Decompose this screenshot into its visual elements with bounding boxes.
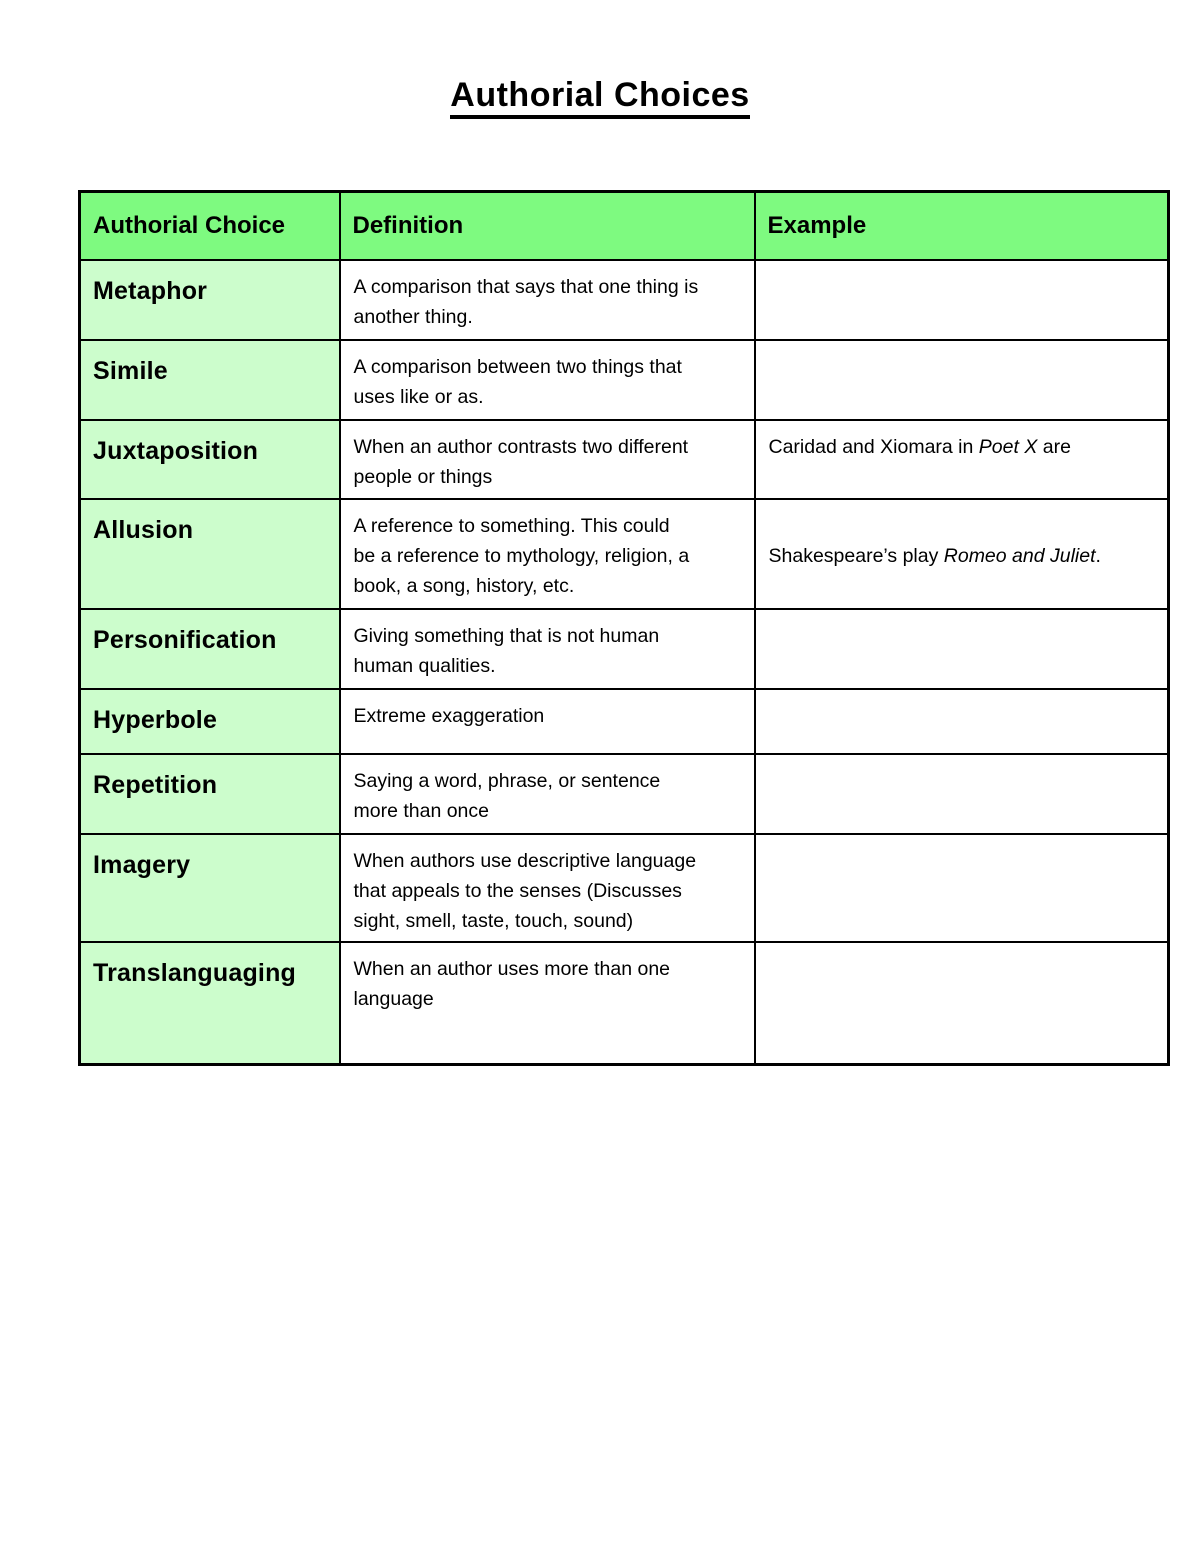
example-cell — [755, 340, 1169, 420]
definition-cell — [340, 340, 755, 420]
table-row — [80, 942, 1169, 1065]
table-row — [80, 340, 1169, 420]
example-cell — [755, 942, 1169, 1065]
term-cell: Allusion — [80, 499, 340, 609]
example-cell — [755, 260, 1169, 340]
definition-cell — [340, 609, 755, 689]
text-segment: Saying a word, phrase, or sentence — [353, 769, 661, 792]
text-segment: people or things — [353, 465, 493, 488]
authorial-choices-table — [78, 190, 1170, 1066]
example-cell — [755, 689, 1169, 754]
italic-text-segment: Romeo and Juliet — [943, 544, 1096, 567]
text-segment: human qualities. — [353, 654, 496, 677]
text-segment: be a reference to mythology, religion, a — [353, 544, 690, 567]
term-cell: Personification — [80, 609, 340, 689]
text-segment: When an author uses more than one — [353, 957, 671, 980]
table-body — [80, 260, 1169, 1065]
text-segment: that appeals to the senses (Discusses — [353, 879, 682, 902]
table-row — [80, 609, 1169, 689]
term-cell: Imagery — [80, 834, 340, 942]
text-segment: sight, smell, taste, touch, sound) — [353, 909, 634, 932]
text-segment: language — [353, 987, 434, 1010]
example-cell — [755, 754, 1169, 834]
header-example: Example — [755, 192, 1169, 260]
header-definition: Definition — [340, 192, 755, 260]
text-segment: Shakespeare’s play — [768, 544, 944, 567]
table-row — [80, 834, 1169, 942]
page-title-text: Authorial Choices — [450, 76, 749, 119]
table-row — [80, 689, 1169, 754]
term-cell: Metaphor — [80, 260, 340, 340]
text-segment: When an author contrasts two different — [353, 435, 689, 458]
text-segment: another thing. — [353, 305, 473, 328]
text-segment: When authors use descriptive language — [353, 849, 697, 872]
text-segment: A comparison that says that one thing is — [353, 275, 699, 298]
text-segment: uses like or as. — [353, 385, 484, 408]
text-segment: book, a song, history, etc. — [353, 574, 575, 597]
term-cell: Hyperbole — [80, 689, 340, 754]
italic-text-segment: Poet X — [978, 435, 1038, 458]
text-segment: Caridad and Xiomara in — [768, 435, 979, 458]
page-title — [0, 0, 1200, 115]
definition-cell — [340, 754, 755, 834]
text-segment: A comparison between two things that — [353, 355, 682, 378]
table-row — [80, 754, 1169, 834]
text-segment: A reference to something. This could — [353, 514, 670, 537]
term-cell: Repetition — [80, 754, 340, 834]
definition-cell — [340, 499, 755, 609]
term-cell: Juxtaposition — [80, 420, 340, 499]
definition-cell — [340, 260, 755, 340]
table-row — [80, 260, 1169, 340]
text-segment: are — [1037, 435, 1071, 458]
definition-cell — [340, 942, 755, 1065]
text-segment: . — [1095, 544, 1101, 567]
table-row — [80, 499, 1169, 609]
table-header-row — [80, 192, 1169, 260]
example-cell — [755, 834, 1169, 942]
text-segment: Giving something that is not human — [353, 624, 660, 647]
table-row — [80, 420, 1169, 499]
example-cell — [755, 499, 1169, 609]
header-authorial-choice: Authorial Choice — [80, 192, 340, 260]
definition-cell — [340, 834, 755, 942]
example-cell — [755, 609, 1169, 689]
term-cell: Translanguaging — [80, 942, 340, 1065]
text-segment: more than once — [353, 799, 490, 822]
text-segment: Extreme exaggeration — [353, 704, 545, 727]
term-cell: Simile — [80, 340, 340, 420]
definition-cell — [340, 420, 755, 499]
definition-cell — [340, 689, 755, 754]
example-cell — [755, 420, 1169, 499]
